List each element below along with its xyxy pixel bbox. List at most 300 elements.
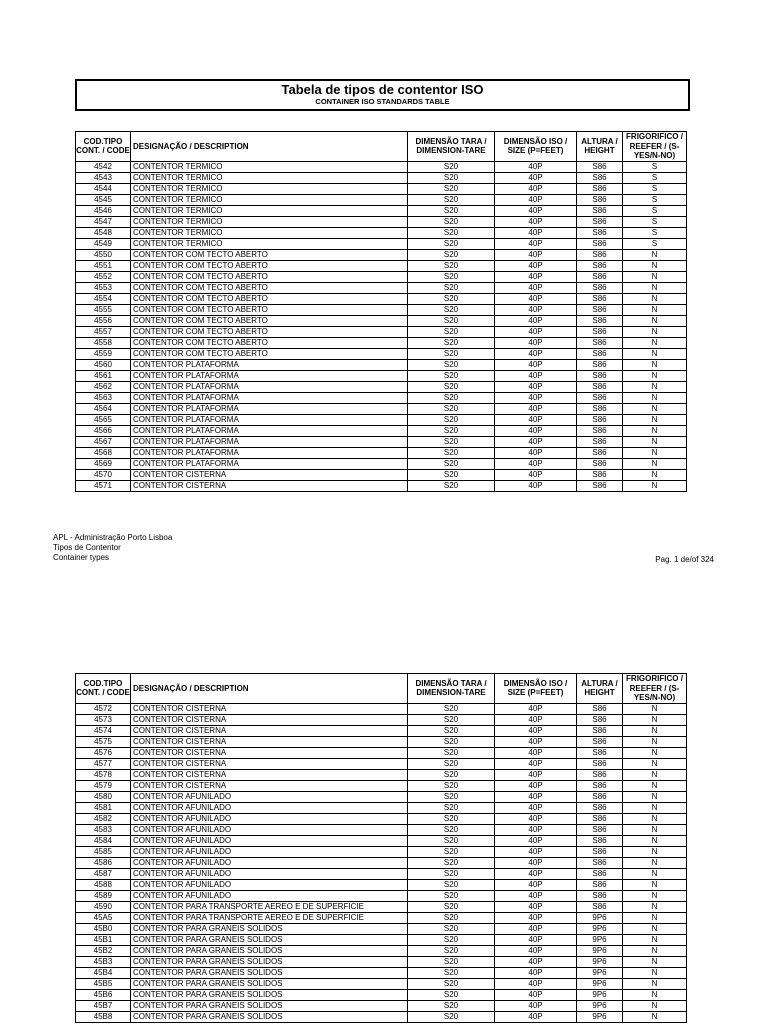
- cell-code: 4545: [76, 194, 131, 205]
- cell-height: S86: [577, 725, 623, 736]
- cell-height: S86: [577, 802, 623, 813]
- cell-tare: S20: [408, 802, 495, 813]
- cell-reefer: N: [623, 249, 687, 260]
- page-number: Pag. 1 de/of 324: [655, 555, 714, 564]
- cell-size: 40P: [495, 205, 577, 216]
- cell-height: S86: [577, 403, 623, 414]
- cell-size: 40P: [495, 227, 577, 238]
- cell-code: 4586: [76, 857, 131, 868]
- cell-reefer: N: [623, 934, 687, 945]
- cell-height: 9P6: [577, 967, 623, 978]
- cell-height: S86: [577, 359, 623, 370]
- cell-description: CONTENTOR TERMICO: [131, 194, 408, 205]
- cell-description: CONTENTOR PLATAFORMA: [131, 392, 408, 403]
- cell-size: 40P: [495, 425, 577, 436]
- cell-code: 4547: [76, 216, 131, 227]
- table-row: [76, 868, 687, 879]
- cell-size: 40P: [495, 172, 577, 183]
- table-row: [76, 403, 687, 414]
- cell-code: 45B6: [76, 989, 131, 1000]
- header-height: ALTURA / HEIGHT: [577, 674, 623, 704]
- cell-size: 40P: [495, 403, 577, 414]
- cell-height: S86: [577, 758, 623, 769]
- cell-tare: S20: [408, 846, 495, 857]
- table-row: [76, 901, 687, 912]
- cell-tare: S20: [408, 304, 495, 315]
- cell-description: CONTENTOR AFUNILADO: [131, 791, 408, 802]
- cell-reefer: N: [623, 703, 687, 714]
- cell-height: S86: [577, 238, 623, 249]
- cell-tare: S20: [408, 824, 495, 835]
- cell-description: CONTENTOR CISTERNA: [131, 703, 408, 714]
- table-row: [76, 337, 687, 348]
- cell-height: 9P6: [577, 989, 623, 1000]
- cell-code: 4554: [76, 293, 131, 304]
- cell-height: S86: [577, 879, 623, 890]
- cell-tare: S20: [408, 469, 495, 480]
- cell-tare: S20: [408, 161, 495, 172]
- cell-tare: S20: [408, 1000, 495, 1011]
- table-row: [76, 249, 687, 260]
- table-header-row: [76, 132, 687, 162]
- cell-description: CONTENTOR PARA GRANEIS SOLIDOS: [131, 1000, 408, 1011]
- footer-document-en: Container types: [53, 553, 110, 562]
- cell-height: S86: [577, 769, 623, 780]
- cell-height: S86: [577, 480, 623, 491]
- cell-reefer: N: [623, 282, 687, 293]
- table-row: [76, 967, 687, 978]
- cell-description: CONTENTOR PLATAFORMA: [131, 436, 408, 447]
- table-row: [76, 381, 687, 392]
- cell-size: 40P: [495, 879, 577, 890]
- cell-tare: S20: [408, 1011, 495, 1022]
- cell-code: 4551: [76, 260, 131, 271]
- cell-height: S86: [577, 425, 623, 436]
- cell-height: S86: [577, 835, 623, 846]
- cell-size: 40P: [495, 447, 577, 458]
- cell-tare: S20: [408, 172, 495, 183]
- table-row: [76, 282, 687, 293]
- cell-reefer: N: [623, 337, 687, 348]
- table-row: [76, 703, 687, 714]
- cell-description: CONTENTOR PLATAFORMA: [131, 458, 408, 469]
- container-types-table-page-2: [75, 673, 687, 1023]
- cell-description: CONTENTOR PLATAFORMA: [131, 381, 408, 392]
- cell-tare: S20: [408, 978, 495, 989]
- cell-tare: S20: [408, 813, 495, 824]
- cell-code: 4568: [76, 447, 131, 458]
- cell-tare: S20: [408, 714, 495, 725]
- cell-height: S86: [577, 183, 623, 194]
- cell-tare: S20: [408, 901, 495, 912]
- cell-reefer: N: [623, 458, 687, 469]
- cell-reefer: N: [623, 271, 687, 282]
- cell-height: S86: [577, 436, 623, 447]
- table-row: [76, 447, 687, 458]
- cell-height: 9P6: [577, 912, 623, 923]
- cell-size: 40P: [495, 271, 577, 282]
- cell-tare: S20: [408, 425, 495, 436]
- cell-code: 4561: [76, 370, 131, 381]
- cell-tare: S20: [408, 791, 495, 802]
- cell-tare: S20: [408, 879, 495, 890]
- cell-reefer: N: [623, 901, 687, 912]
- cell-reefer: N: [623, 447, 687, 458]
- cell-tare: S20: [408, 912, 495, 923]
- table-row: [76, 238, 687, 249]
- cell-tare: S20: [408, 381, 495, 392]
- cell-description: CONTENTOR PARA GRANEIS SOLIDOS: [131, 978, 408, 989]
- table-row: [76, 846, 687, 857]
- cell-tare: S20: [408, 758, 495, 769]
- cell-size: 40P: [495, 956, 577, 967]
- cell-description: CONTENTOR COM TECTO ABERTO: [131, 304, 408, 315]
- cell-reefer: N: [623, 769, 687, 780]
- cell-description: CONTENTOR CISTERNA: [131, 758, 408, 769]
- table-row: [76, 791, 687, 802]
- cell-height: S86: [577, 304, 623, 315]
- cell-size: 40P: [495, 315, 577, 326]
- cell-reefer: N: [623, 725, 687, 736]
- table-row: [76, 989, 687, 1000]
- table-row: [76, 802, 687, 813]
- cell-height: S86: [577, 780, 623, 791]
- cell-description: CONTENTOR AFUNILADO: [131, 835, 408, 846]
- cell-code: 45B2: [76, 945, 131, 956]
- header-code: COD.TIPO CONT. / CODE: [76, 674, 131, 704]
- header-tare: DIMENSÃO TARA / DIMENSION-TARE: [408, 674, 495, 704]
- cell-size: 40P: [495, 326, 577, 337]
- table-row: [76, 469, 687, 480]
- cell-code: 4559: [76, 348, 131, 359]
- cell-height: S86: [577, 326, 623, 337]
- cell-height: S86: [577, 205, 623, 216]
- cell-description: CONTENTOR TERMICO: [131, 205, 408, 216]
- cell-code: 4565: [76, 414, 131, 425]
- cell-reefer: N: [623, 846, 687, 857]
- cell-description: CONTENTOR CISTERNA: [131, 747, 408, 758]
- page-footer-left: [53, 533, 172, 563]
- cell-reefer: N: [623, 348, 687, 359]
- cell-reefer: N: [623, 326, 687, 337]
- cell-code: 4553: [76, 282, 131, 293]
- cell-tare: S20: [408, 725, 495, 736]
- table-row: [76, 747, 687, 758]
- cell-reefer: N: [623, 989, 687, 1000]
- cell-code: 4570: [76, 469, 131, 480]
- cell-size: 40P: [495, 780, 577, 791]
- cell-size: 40P: [495, 967, 577, 978]
- table-row: [76, 923, 687, 934]
- cell-height: 9P6: [577, 978, 623, 989]
- footer-document-pt: Tipos de Contentor: [53, 543, 121, 552]
- cell-size: 40P: [495, 161, 577, 172]
- cell-description: CONTENTOR PARA GRANEIS SOLIDOS: [131, 1011, 408, 1022]
- cell-description: CONTENTOR TERMICO: [131, 227, 408, 238]
- cell-reefer: N: [623, 293, 687, 304]
- cell-description: CONTENTOR COM TECTO ABERTO: [131, 348, 408, 359]
- table-row: [76, 1011, 687, 1022]
- cell-tare: S20: [408, 282, 495, 293]
- cell-description: CONTENTOR PARA GRANEIS SOLIDOS: [131, 923, 408, 934]
- cell-size: 40P: [495, 183, 577, 194]
- cell-tare: S20: [408, 183, 495, 194]
- cell-tare: S20: [408, 194, 495, 205]
- cell-description: CONTENTOR COM TECTO ABERTO: [131, 315, 408, 326]
- cell-tare: S20: [408, 868, 495, 879]
- cell-reefer: N: [623, 945, 687, 956]
- cell-reefer: N: [623, 359, 687, 370]
- cell-tare: S20: [408, 945, 495, 956]
- cell-code: 4582: [76, 813, 131, 824]
- footer-organization: APL - Administração Porto Lisboa: [53, 533, 173, 542]
- table-row: [76, 436, 687, 447]
- cell-size: 40P: [495, 923, 577, 934]
- cell-tare: S20: [408, 967, 495, 978]
- cell-code: 4588: [76, 879, 131, 890]
- cell-code: 4552: [76, 271, 131, 282]
- cell-code: 4578: [76, 769, 131, 780]
- cell-description: CONTENTOR TERMICO: [131, 172, 408, 183]
- table-row: [76, 315, 687, 326]
- cell-tare: S20: [408, 238, 495, 249]
- cell-description: CONTENTOR CISTERNA: [131, 480, 408, 491]
- cell-height: S86: [577, 447, 623, 458]
- header-description: DESIGNAÇÃO / DESCRIPTION: [131, 132, 408, 162]
- cell-description: CONTENTOR TERMICO: [131, 238, 408, 249]
- cell-tare: S20: [408, 780, 495, 791]
- cell-code: 4563: [76, 392, 131, 403]
- cell-reefer: N: [623, 425, 687, 436]
- cell-code: 4557: [76, 326, 131, 337]
- table-row: [76, 714, 687, 725]
- cell-size: 40P: [495, 714, 577, 725]
- cell-tare: S20: [408, 747, 495, 758]
- cell-description: CONTENTOR PLATAFORMA: [131, 425, 408, 436]
- cell-tare: S20: [408, 315, 495, 326]
- cell-code: 4572: [76, 703, 131, 714]
- cell-description: CONTENTOR COM TECTO ABERTO: [131, 282, 408, 293]
- cell-code: 45B4: [76, 967, 131, 978]
- cell-reefer: N: [623, 802, 687, 813]
- cell-size: 40P: [495, 194, 577, 205]
- cell-height: S86: [577, 868, 623, 879]
- cell-description: CONTENTOR COM TECTO ABERTO: [131, 337, 408, 348]
- cell-height: 9P6: [577, 923, 623, 934]
- cell-height: S86: [577, 703, 623, 714]
- cell-height: S86: [577, 857, 623, 868]
- header-description: DESIGNAÇÃO / DESCRIPTION: [131, 674, 408, 704]
- cell-code: 4567: [76, 436, 131, 447]
- cell-description: CONTENTOR CISTERNA: [131, 469, 408, 480]
- table-row: [76, 348, 687, 359]
- cell-description: CONTENTOR COM TECTO ABERTO: [131, 260, 408, 271]
- cell-description: CONTENTOR COM TECTO ABERTO: [131, 326, 408, 337]
- cell-size: 40P: [495, 868, 577, 879]
- table-row: [76, 359, 687, 370]
- table-row: [76, 978, 687, 989]
- cell-code: 45B1: [76, 934, 131, 945]
- cell-height: S86: [577, 315, 623, 326]
- cell-description: CONTENTOR AFUNILADO: [131, 879, 408, 890]
- cell-code: 4546: [76, 205, 131, 216]
- cell-code: 4580: [76, 791, 131, 802]
- cell-size: 40P: [495, 359, 577, 370]
- cell-size: 40P: [495, 857, 577, 868]
- cell-description: CONTENTOR COM TECTO ABERTO: [131, 293, 408, 304]
- cell-tare: S20: [408, 260, 495, 271]
- cell-size: 40P: [495, 1011, 577, 1022]
- cell-reefer: N: [623, 791, 687, 802]
- table-row: [76, 304, 687, 315]
- cell-height: S86: [577, 714, 623, 725]
- table-row: [76, 879, 687, 890]
- table-row: [76, 326, 687, 337]
- cell-tare: S20: [408, 392, 495, 403]
- table-row: [76, 813, 687, 824]
- cell-height: S86: [577, 824, 623, 835]
- table-row: [76, 857, 687, 868]
- table-row: [76, 945, 687, 956]
- header-reefer: FRIGORIFICO / REEFER / (S-YES/N-NO): [623, 674, 687, 704]
- cell-reefer: N: [623, 747, 687, 758]
- cell-reefer: N: [623, 469, 687, 480]
- cell-code: 4566: [76, 425, 131, 436]
- table-row: [76, 161, 687, 172]
- cell-reefer: N: [623, 978, 687, 989]
- cell-tare: S20: [408, 736, 495, 747]
- cell-size: 40P: [495, 304, 577, 315]
- cell-size: 40P: [495, 824, 577, 835]
- cell-code: 45B7: [76, 1000, 131, 1011]
- cell-height: 9P6: [577, 945, 623, 956]
- cell-description: CONTENTOR AFUNILADO: [131, 824, 408, 835]
- cell-tare: S20: [408, 480, 495, 491]
- cell-code: 4550: [76, 249, 131, 260]
- table-row: [76, 725, 687, 736]
- cell-size: 40P: [495, 725, 577, 736]
- cell-size: 40P: [495, 370, 577, 381]
- cell-height: S86: [577, 414, 623, 425]
- cell-tare: S20: [408, 271, 495, 282]
- cell-height: S86: [577, 736, 623, 747]
- cell-size: 40P: [495, 381, 577, 392]
- cell-description: CONTENTOR COM TECTO ABERTO: [131, 271, 408, 282]
- document-title: Tabela de tipos de contentor ISO: [281, 82, 484, 97]
- cell-height: S86: [577, 747, 623, 758]
- cell-description: CONTENTOR CISTERNA: [131, 780, 408, 791]
- cell-description: CONTENTOR PLATAFORMA: [131, 447, 408, 458]
- table-row: [76, 205, 687, 216]
- table-row: [76, 216, 687, 227]
- cell-size: 40P: [495, 978, 577, 989]
- cell-size: 40P: [495, 337, 577, 348]
- container-types-table-page-1: [75, 131, 687, 492]
- cell-description: CONTENTOR AFUNILADO: [131, 846, 408, 857]
- cell-height: S86: [577, 337, 623, 348]
- cell-size: 40P: [495, 703, 577, 714]
- cell-tare: S20: [408, 956, 495, 967]
- cell-reefer: N: [623, 956, 687, 967]
- cell-description: CONTENTOR TERMICO: [131, 161, 408, 172]
- cell-description: CONTENTOR PARA GRANEIS SOLIDOS: [131, 989, 408, 1000]
- cell-code: 45B8: [76, 1011, 131, 1022]
- cell-height: S86: [577, 194, 623, 205]
- cell-code: 4549: [76, 238, 131, 249]
- cell-tare: S20: [408, 989, 495, 1000]
- cell-reefer: S: [623, 238, 687, 249]
- cell-description: CONTENTOR PARA GRANEIS SOLIDOS: [131, 945, 408, 956]
- cell-tare: S20: [408, 403, 495, 414]
- cell-reefer: N: [623, 392, 687, 403]
- cell-tare: S20: [408, 205, 495, 216]
- cell-reefer: N: [623, 414, 687, 425]
- table-row: [76, 227, 687, 238]
- table-row: [76, 956, 687, 967]
- cell-reefer: N: [623, 1011, 687, 1022]
- table-row: [76, 934, 687, 945]
- cell-height: S86: [577, 271, 623, 282]
- cell-tare: S20: [408, 227, 495, 238]
- table-row: [76, 912, 687, 923]
- header-size: DIMENSÃO ISO / SIZE (P=FEET): [495, 674, 577, 704]
- header-height: ALTURA / HEIGHT: [577, 132, 623, 162]
- cell-code: 4571: [76, 480, 131, 491]
- cell-size: 40P: [495, 436, 577, 447]
- cell-code: 4555: [76, 304, 131, 315]
- cell-size: 40P: [495, 216, 577, 227]
- cell-description: CONTENTOR PARA GRANEIS SOLIDOS: [131, 967, 408, 978]
- cell-size: 40P: [495, 238, 577, 249]
- cell-height: S86: [577, 348, 623, 359]
- table-row: [76, 890, 687, 901]
- cell-tare: S20: [408, 934, 495, 945]
- table-row: [76, 769, 687, 780]
- header-tare: DIMENSÃO TARA / DIMENSION-TARE: [408, 132, 495, 162]
- cell-reefer: N: [623, 436, 687, 447]
- cell-height: S86: [577, 370, 623, 381]
- cell-tare: S20: [408, 890, 495, 901]
- table-row: [76, 1000, 687, 1011]
- cell-reefer: N: [623, 370, 687, 381]
- cell-reefer: N: [623, 480, 687, 491]
- cell-height: S86: [577, 293, 623, 304]
- cell-size: 40P: [495, 414, 577, 425]
- table-row: [76, 183, 687, 194]
- cell-reefer: N: [623, 304, 687, 315]
- document-subtitle: CONTAINER ISO STANDARDS TABLE: [315, 97, 450, 106]
- cell-height: S86: [577, 901, 623, 912]
- cell-tare: S20: [408, 337, 495, 348]
- cell-size: 40P: [495, 835, 577, 846]
- cell-description: CONTENTOR CISTERNA: [131, 725, 408, 736]
- cell-tare: S20: [408, 249, 495, 260]
- cell-tare: S20: [408, 835, 495, 846]
- header-size: DIMENSÃO ISO / SIZE (P=FEET): [495, 132, 577, 162]
- cell-code: 4573: [76, 714, 131, 725]
- cell-height: S86: [577, 260, 623, 271]
- cell-size: 40P: [495, 791, 577, 802]
- cell-reefer: N: [623, 780, 687, 791]
- header-reefer: FRIGORIFICO / REEFER / (S-YES/N-NO): [623, 132, 687, 162]
- cell-description: CONTENTOR CISTERNA: [131, 714, 408, 725]
- cell-tare: S20: [408, 447, 495, 458]
- cell-code: 4589: [76, 890, 131, 901]
- cell-tare: S20: [408, 216, 495, 227]
- cell-size: 40P: [495, 249, 577, 260]
- cell-size: 40P: [495, 1000, 577, 1011]
- cell-tare: S20: [408, 293, 495, 304]
